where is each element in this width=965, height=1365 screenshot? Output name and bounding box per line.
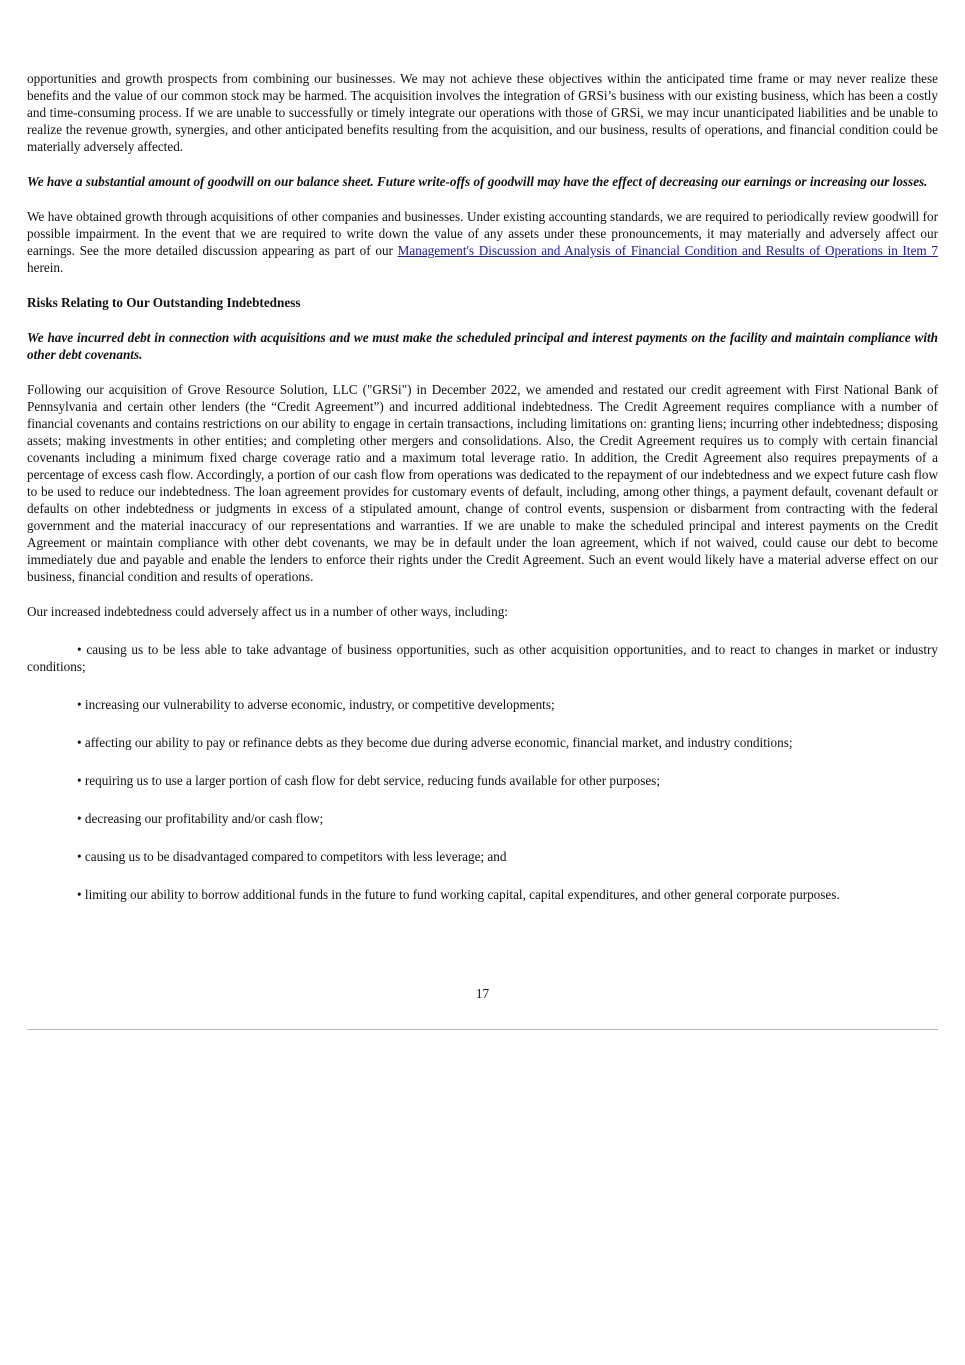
goodwill-text-end: herein.	[27, 260, 64, 275]
list-item: • decreasing our profitability and/or cash flow;	[77, 811, 324, 826]
document-page	[27, 70, 938, 924]
increased-indebtedness-paragraph: Our increased indebtedness could adversely affect us in a number of other ways, including:	[27, 604, 508, 619]
goodwill-risk-heading: We have a substantial amount of goodwill on our balance sheet. Future write-offs of goodwill may have the effect of decreasing our earnings or increasing our losses.	[27, 174, 928, 189]
list-item: • causing us to be less able to take advantage of business opportunities, such as other acquisition opportunities, and to react to changes in market or industry conditions;	[27, 642, 938, 674]
section-title: Risks Relating to Our Outstanding Indebtedness	[27, 295, 301, 310]
mdna-link[interactable]: Management's Discussion and Analysis of Financial Condition and Results of Operations in Item 7	[397, 243, 938, 258]
goodwill-text: We have obtained growth through acquisitions of other companies and businesses. Under existing accounting standards, we are required to periodically review goodwill for possible impairment. In the event that we are required to write down the value of any assets under these pronouncements, it may materially and adversely affect our earnings. See the more detailed discussion appearing as part of our	[27, 209, 938, 258]
debt-risk-heading: We have incurred debt in connection with acquisitions and we must make the scheduled principal and interest payments on the facility and maintain compliance with other debt covenants.	[27, 330, 938, 362]
page-divider	[27, 1029, 938, 1030]
page-number: 17	[475, 986, 490, 1001]
list-item: • limiting our ability to borrow additional funds in the future to fund working capital, capital expenditures, and other general corporate purposes.	[77, 887, 840, 902]
list-item: • increasing our vulnerability to adverse economic, industry, or competitive developments;	[77, 697, 555, 712]
list-item: • requiring us to use a larger portion of cash flow for debt service, reducing funds available for other purposes;	[77, 773, 660, 788]
bullet-list	[27, 641, 938, 903]
intro-paragraph: opportunities and growth prospects from combining our businesses. We may not achieve these objectives within the anticipated time frame or may never realize these benefits and the value of our common stock may be harmed. The acquisition involves the integration of GRSi’s business with our existing business, which has been a costly and time-consuming process. If we are unable to successfully or timely integrate our operations with those of GRSi, we may incur unanticipated liabilities and be unable to realize the revenue growth, synergies, and other anticipated benefits resulting from the acquisition, and our business, results of operations, and financial condition could be materially adversely affected.	[27, 71, 938, 154]
list-item: • causing us to be disadvantaged compared to competitors with less leverage; and	[77, 849, 507, 864]
goodwill-paragraph	[27, 208, 938, 276]
credit-agreement-paragraph: Following our acquisition of Grove Resource Solution, LLC ("GRSi") in December 2022, we amended and restated our credit agreement with First National Bank of Pennsylvania and certain other lenders (the “Credit Agreement”) and incurred additional indebtedness. The Credit Agreement requires compliance with a number of financial covenants and contains restrictions on our ability to engage in certain transactions, including limitations on: granting liens; incurring other indebtedness; disposing assets; making investments in other entities; and completing other mergers and consolidations. Also, the Credit Agreement requires us to comply with certain financial covenants including a minimum fixed charge coverage ratio and a maximum total leverage ratio. In addition, the Credit Agreement also requires prepayments of a percentage of excess cash flow. Accordingly, a portion of our cash flow from operations was dedicated to the repayment of our indebtedness and we expect future cash flow to be used to reduce our indebtedness. The loan agreement provides for customary events of default, including, among other things, a payment default, covenant default or defaults on other indebtedness or judgments in excess of a stipulated amount, change of control events, suspension or disbarment from contracting with the federal government and the material inaccuracy of our representations and warranties. If we are unable to make the scheduled principal and interest payments on the Credit Agreement or maintain compliance with other debt covenants, we may be in default under the loan agreement, which if not waived, could cause our debt to become immediately due and payable and enable the lenders to enforce their rights under the Credit Agreement. Such an event would likely have a material adverse effect on our business, financial condition and results of operations.	[27, 382, 938, 584]
list-item: • affecting our ability to pay or refinance debts as they become due during adverse economic, financial market, and industry conditions;	[77, 735, 793, 750]
